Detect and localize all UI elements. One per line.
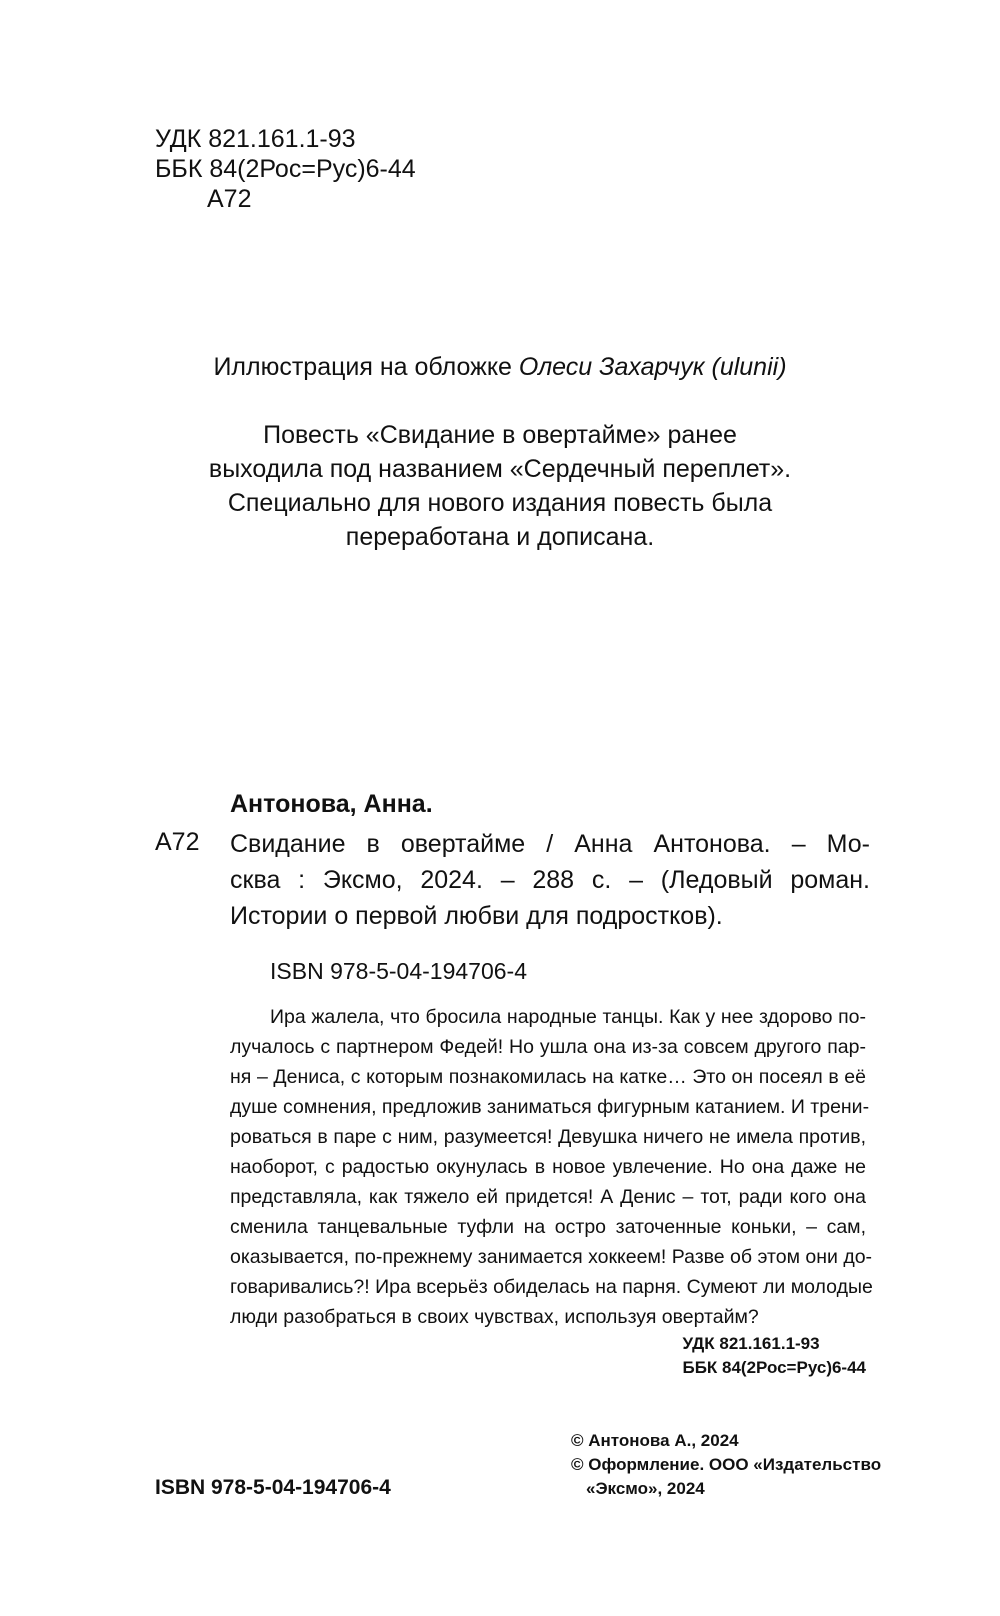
edition-note-line: Повесть «Свидание в овертайме» ранее <box>263 421 737 449</box>
abstract-line: Ира жалела, что бросила народные танцы. Как у нее здорово по- <box>270 1006 866 1028</box>
bbk-code: ББК 84(2Рос=Рус)6-44 <box>155 155 416 183</box>
bibliography-line: сква : Эксмо, 2024. – 288 с. – (Ледовый роман. <box>230 866 870 894</box>
edition-note-line: Специально для нового издания повесть была <box>227 489 773 517</box>
abstract-line: ня – Дениса, с которым познакомилась на катке… Это он посеял в её <box>230 1066 866 1088</box>
abstract-line: роваться в паре с ним, разумеется! Девушка ничего не имела против, <box>230 1126 866 1148</box>
copyright-block <box>571 1429 881 1501</box>
header-classification <box>155 124 416 214</box>
bibliography-author: Антонова, Анна. <box>230 790 433 818</box>
bibliography-line: Истории о первой любви для подростков). <box>230 902 723 930</box>
abstract-line: сменила танцевальные туфли на остро заточенные коньки, – сам, <box>230 1216 866 1238</box>
udk-code-bottom: УДК 821.161.1-93 <box>682 1334 820 1353</box>
abstract-line: говаривались?! Ира всерьёз обиделась на парня. Сумеют ли молодые <box>230 1276 873 1298</box>
bibliography-description <box>230 826 870 934</box>
udk-code: УДК 821.161.1-93 <box>155 125 356 153</box>
author-code: А72 <box>207 185 252 213</box>
bibliography-code: А72 <box>155 828 200 856</box>
illustration-prefix: Иллюстрация на обложке <box>213 353 519 381</box>
abstract-line: люди разобраться в своих чувствах, используя овертайм? <box>230 1306 759 1328</box>
edition-note-line: переработана и дописана. <box>345 523 655 551</box>
illustration-artist: Олеси Захарчук (ulunii) <box>518 353 787 381</box>
edition-note <box>0 418 1000 554</box>
book-abstract <box>230 1002 873 1332</box>
abstract-line: представляла, как тяжело ей придется! А Денис – тот, ради кого она <box>230 1186 866 1208</box>
footer-isbn: ISBN 978-5-04-194706-4 <box>155 1476 391 1499</box>
bbk-code-bottom: ББК 84(2Рос=Рус)6-44 <box>682 1358 866 1377</box>
abstract-line: душе сомнения, предложив заниматься фигурным катанием. И трени- <box>230 1096 870 1118</box>
abstract-line: лучалось с партнером Федей! Но ушла она из-за совсем другого пар- <box>230 1036 866 1058</box>
classification-codes <box>682 1332 866 1380</box>
copyright-design: © Оформление. ООО «Издательство <box>571 1455 882 1474</box>
illustration-credit <box>0 350 1000 384</box>
copyright-author: © Антонова А., 2024 <box>571 1431 739 1450</box>
bibliography-line: Свидание в овертайме / Анна Антонова. – Мо- <box>230 830 870 858</box>
abstract-line: наоборот, с радостью окунулась в новое увлечение. Но она даже не <box>230 1156 866 1178</box>
abstract-line: оказывается, по-прежнему занимается хоккеем! Разве об этом они до- <box>230 1246 873 1268</box>
bibliography-isbn: ISBN 978-5-04-194706-4 <box>270 958 527 984</box>
edition-note-line: выходила под названием «Сердечный переплет». <box>208 455 792 483</box>
copyright-design-cont: «Эксмо», 2024 <box>586 1479 705 1498</box>
